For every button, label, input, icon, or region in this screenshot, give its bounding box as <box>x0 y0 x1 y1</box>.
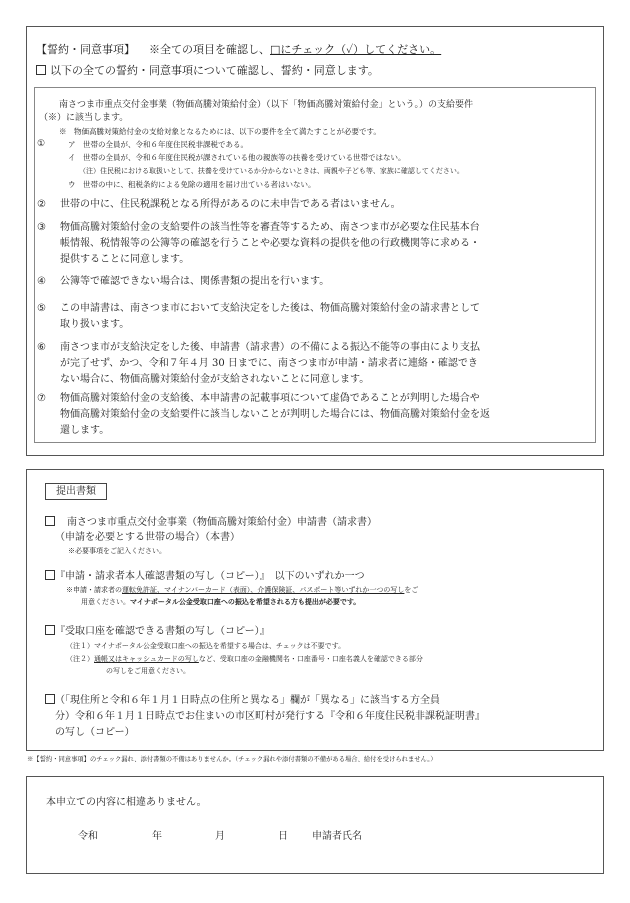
doc3-note3: の写しをご用意ください。 <box>106 667 190 675</box>
item1-a: ア 世帯の全員が、令和６年度住民税非課税である。 <box>68 140 248 149</box>
doc1-line2: （申請を必要とする世帯の場合）（本書） <box>55 532 240 543</box>
doc2-note2-prefix: 用意ください。 <box>81 598 130 606</box>
doc4-row[interactable] <box>45 694 440 707</box>
date-day-label: 日 <box>278 831 288 842</box>
item2-number: ② <box>37 199 46 210</box>
doc3-note2 <box>66 654 423 664</box>
item5-number: ⑤ <box>37 303 46 314</box>
footnote: ※【誓約・同意事項】のチェック漏れ、添付書類の不備はありませんか。（チェック漏れや添付書類の不備がある場合、給付を受けられません。） <box>27 756 437 763</box>
intro-note: ※ 物価高騰対策給付金の支給対象となるためには、以下の要件を全て満たすことが必要です。 <box>59 127 381 136</box>
doc2-note1 <box>66 585 418 595</box>
item7-line2: 物価高騰対策給付金の支給要件に該当しないことが判明した場合には、物価高騰対策給付金を返 <box>60 409 490 420</box>
agree-all-checkbox[interactable] <box>36 65 46 75</box>
documents-heading: 提出書類 <box>45 483 107 500</box>
item6-line3: ない場合に、物価高騰対策給付金が支給されないことに同意します。 <box>60 374 370 385</box>
doc1-note: ※必要事項をご記入ください。 <box>68 547 166 555</box>
agree-all-row[interactable] <box>36 64 379 77</box>
doc2-note1-suffix: をご <box>404 586 419 594</box>
date-era: 令和 <box>78 831 98 842</box>
item7-line3: 還します。 <box>60 425 110 436</box>
oath-heading: 【誓約・同意事項】 <box>36 43 135 56</box>
item3-line3: 提供することに同意します。 <box>60 254 190 265</box>
doc1-line1: 南さつま市重点交付金事業（物価高騰対策給付金）申請書（請求書） <box>67 517 377 528</box>
date-year-label: 年 <box>152 831 162 842</box>
date-month-label: 月 <box>215 831 225 842</box>
item7-line1: 物価高騰対策給付金の支給後、本申請書の記載事項について虚偽であることが判明した場合や <box>60 393 480 404</box>
item1-number: ① <box>37 139 46 149</box>
item5-line2: 取り扱います。 <box>60 319 130 330</box>
item3-number: ③ <box>37 222 46 233</box>
item4-number: ④ <box>37 276 46 287</box>
doc3-row[interactable] <box>45 625 270 638</box>
documents-section <box>26 469 604 751</box>
applicant-name-label: 申請者氏名 <box>312 831 362 842</box>
item3-line2: 帳情報、税情報等の公簿等の確認を行うことや必要な資料の提供を他の行政機関等に求める・ <box>60 238 480 249</box>
doc4-line1: （「現住所と令和６年１月１日時点の住所と異なる」欄が「異なる」に該当する方全員 <box>55 695 440 706</box>
item1-b: イ 世帯の全員が、令和６年度住民税が課されている他の親族等の扶養を受けている世帯ではない。 <box>68 153 406 162</box>
oath-instruction-check: □にチェック（✓）してください。 <box>270 43 442 56</box>
doc4-line2: 分）令和６年１月１日時点でお住まいの市区町村が発行する『令和６年度住民税非課税証明書』 <box>55 711 485 722</box>
oath-instruction: ※全ての項目を確認し、 <box>149 43 270 56</box>
item1-note: （注）住民税における取扱いとして、扶養を受けているか分からないときは、両親や子ども等、家族に確認してください。 <box>79 167 464 175</box>
doc3-line1: 『受取口座を確認できる書類の写し（コピー）』 <box>55 626 270 637</box>
doc2-note1-documents: 運転免許証、マイナンバーカード（表面）、介護保険証、パスポート等いずれか一つの写し <box>122 586 405 594</box>
intro-line1: 南さつま市重点交付金事業（物価高騰対策給付金）（以下「物価高騰対策給付金」という。）の支給要件 <box>59 100 474 110</box>
doc3-checkbox[interactable] <box>45 625 55 635</box>
doc2-line1: 『申請・請求者本人確認書類の写し（コピー）』 以下のいずれか一つ <box>55 571 365 582</box>
doc3-note2-suffix: など、受取口座の金融機関名・口座番号・口座名義人を確認できる部分 <box>198 655 423 663</box>
doc2-note2-bold: マイナポータル公金受取口座への振込を希望される方も提出が必要です。 <box>130 597 361 606</box>
doc3-note1: （注１）マイナポータル公金受取口座への振込を希望する場合は、チェックは不要です。 <box>66 642 346 650</box>
declaration-text: 本申立ての内容に相違ありません。 <box>46 797 207 808</box>
doc3-note2-underlined: 通帳又はキャッシュカードの写し <box>94 655 199 663</box>
item4-text: 公簿等で確認できない場合は、関係書類の提出を行います。 <box>60 276 330 287</box>
doc1-row[interactable] <box>45 516 377 529</box>
doc4-line3: の写し（コピー） <box>55 727 135 738</box>
agree-all-label: 以下の全ての誓約・同意事項について確認し、誓約・同意します。 <box>50 64 379 77</box>
applicant-name-field[interactable] <box>372 824 582 844</box>
doc3-note2-prefix: （注２） <box>66 655 94 663</box>
doc4-checkbox[interactable] <box>45 694 55 704</box>
item6-number: ⑥ <box>37 342 46 353</box>
item2-text: 世帯の中に、住民税課税となる所得があるのに未申告である者はいません。 <box>60 199 401 210</box>
item6-line1: 南さつま市が支給決定をした後、申請書（請求書）の不備による振込不能等の事由により支払 <box>60 342 480 353</box>
doc2-row[interactable] <box>45 570 365 583</box>
item1-c: ウ 世帯の中に、租税条約による免除の適用を届け出ている者はいない。 <box>68 180 316 189</box>
doc2-note1-prefix: ※申請・請求者の <box>66 586 122 594</box>
doc2-checkbox[interactable] <box>45 570 55 580</box>
doc1-checkbox[interactable] <box>45 516 55 526</box>
item5-line1: この申請書は、南さつま市において支給決定をした後は、物価高騰対策給付金の請求書として <box>60 303 480 314</box>
intro-line2: （※）に該当します。 <box>39 113 129 123</box>
oath-heading-row <box>36 43 441 56</box>
item6-line2: が完了せず、かつ、令和７年４月 30 日までに、南さつま市が申請・請求者に連絡・確認でき <box>60 358 478 369</box>
doc2-note2 <box>81 597 360 607</box>
item7-number: ⑦ <box>37 393 46 404</box>
item3-line1: 物価高騰対策給付金の支給要件の該当性等を審査等するため、南さつま市が必要な住民基本台 <box>60 222 480 233</box>
